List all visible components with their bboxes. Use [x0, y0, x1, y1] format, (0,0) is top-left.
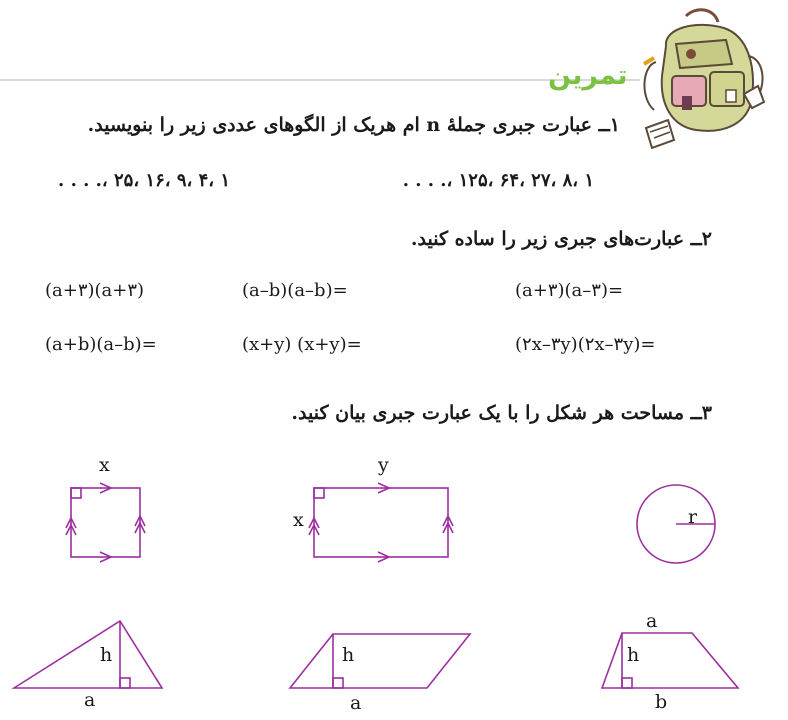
parallelogram-height-label: h [342, 644, 355, 666]
expression-4: (a+b)(a–b)= [45, 334, 157, 355]
expression-2: (a–b)(a–b)= [242, 280, 348, 301]
parallelogram-figure [290, 634, 470, 688]
question-2-text: ۲ــ عبارت‌های جبری زیر را ساده کنید. [410, 228, 712, 250]
triangle-base-label: a [84, 689, 96, 711]
exercise-title: تمرین [548, 60, 628, 91]
triangle-height-label: h [100, 644, 113, 666]
trapezoid-top-label: a [646, 610, 658, 632]
pattern-cubes: ۱ ،۸ ،۲۷ ،۶۴ ،۱۲۵ ،. . . . [402, 170, 594, 191]
trapezoid-height-label: h [627, 644, 640, 666]
circle-radius-label: r [688, 506, 698, 528]
square-figure [66, 483, 145, 562]
question-1-text: ۱ــ عبارت جبری جملهٔ n ام هریک از الگوهای عددی زیر را بنویسید. [87, 114, 620, 136]
pattern-squares: ۱ ،۴ ،۹ ،۱۶ ،۲۵ ،. . . . [58, 170, 230, 191]
circle-figure [637, 485, 715, 563]
question-3-text: ۳ــ مساحت هر شکل را با یک عبارت جبری بیان کنید. [291, 402, 712, 424]
expression-5: (x+y) (x+y)= [242, 334, 362, 355]
trapezoid-bottom-label: b [655, 691, 668, 713]
expression-1: (a+۳)(a+۳) [45, 280, 145, 301]
parallelogram-base-label: a [350, 692, 362, 714]
expression-6: (۲x–۳y)(۲x–۳y)= [515, 334, 656, 355]
expression-3: (a+۳)(a–۳)= [515, 280, 624, 301]
trapezoid-figure [602, 633, 738, 688]
triangle-figure [14, 621, 162, 688]
rectangle-figure [309, 483, 453, 562]
square-side-label: x [99, 454, 110, 476]
rectangle-width-label: y [378, 454, 389, 476]
rectangle-height-label: x [293, 509, 304, 531]
